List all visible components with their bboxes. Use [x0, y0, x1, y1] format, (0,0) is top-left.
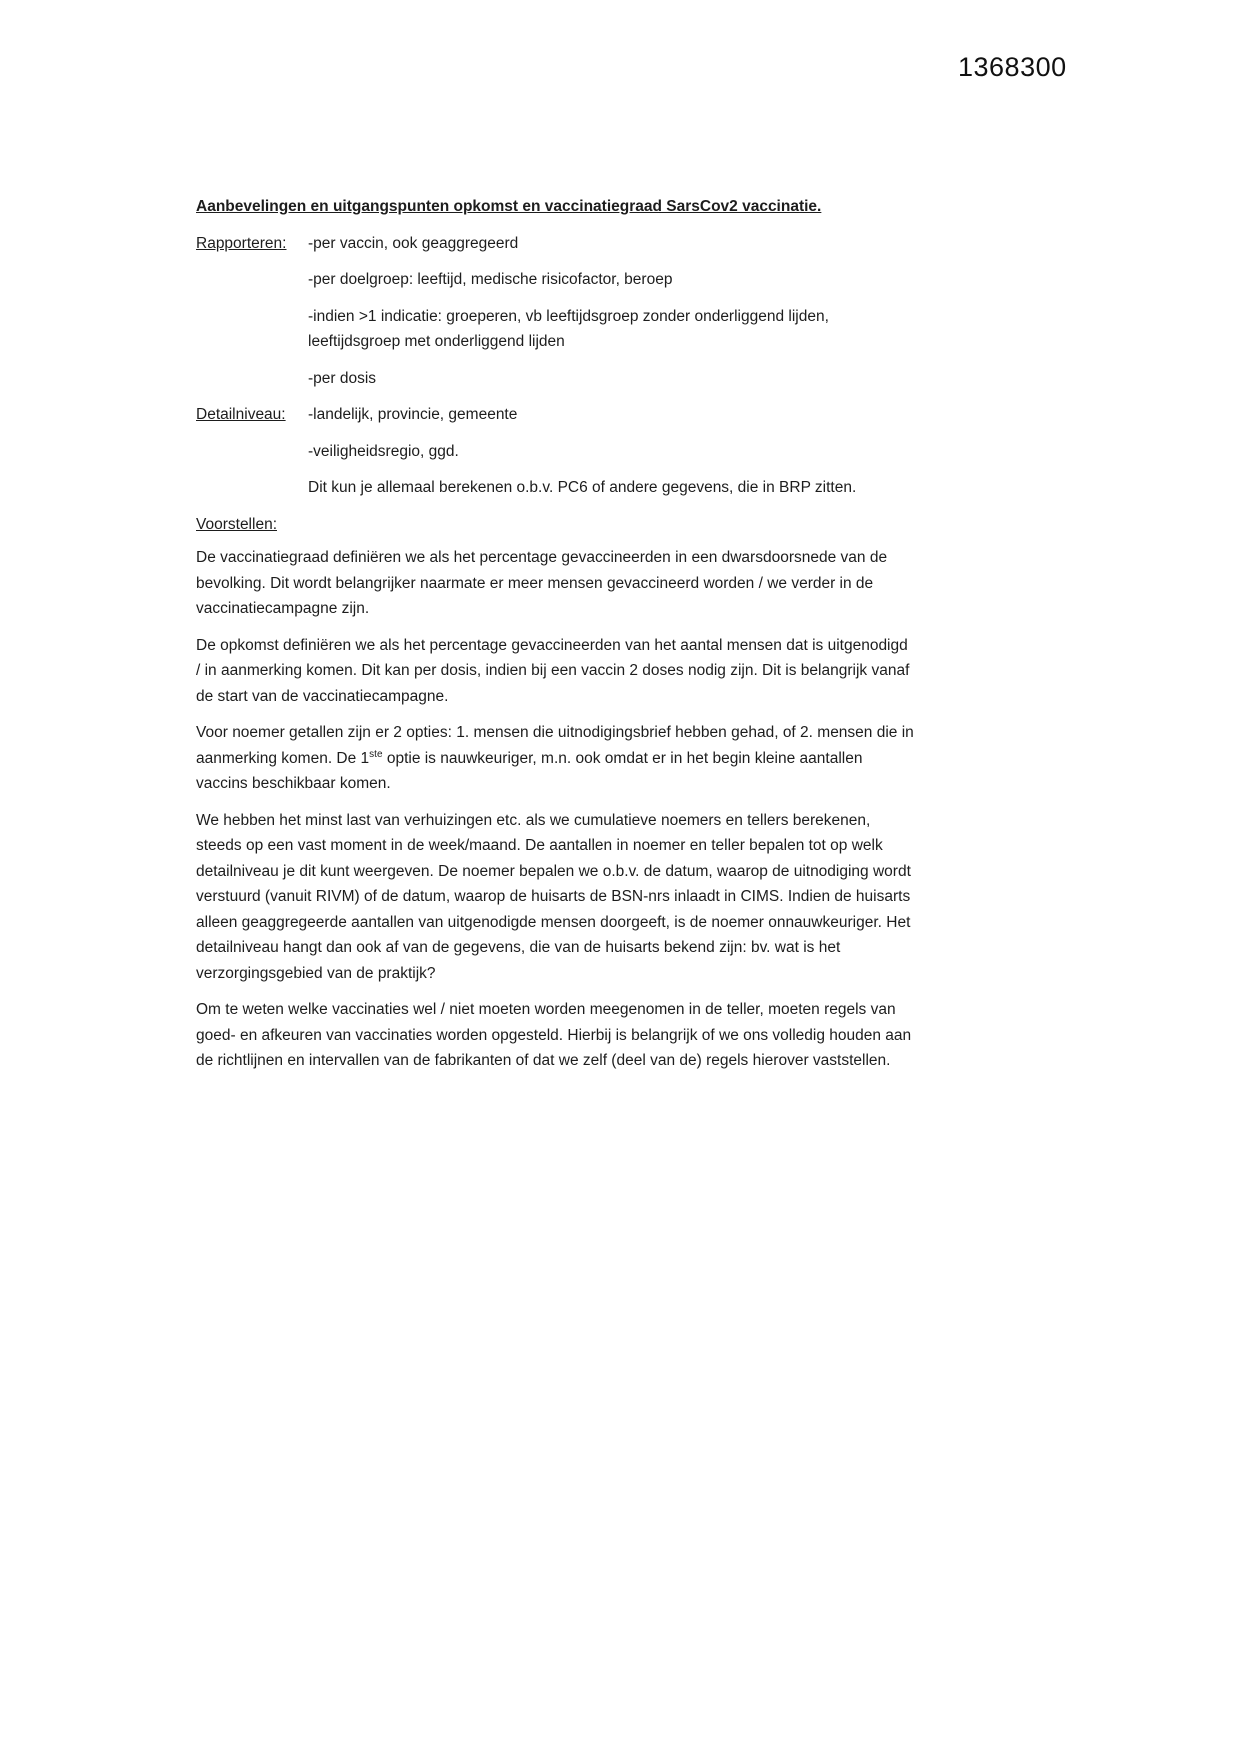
definition-item: -landelijk, provincie, gemeente	[308, 406, 518, 423]
definition-item: -per dosis	[308, 369, 377, 387]
definition-item: Dit kun je allemaal berekenen o.b.v. PC6 of andere gegevens, die in BRP zitten.	[308, 479, 857, 496]
definition-item: -veiligheidsregio, ggd.	[308, 442, 459, 460]
body-paragraphs	[196, 545, 916, 1074]
paragraph-noemer-part1: Voor noemer getallen zijn er 2 opties: 1. mensen die uitnodigingsbrief hebben gehad, of 2. mensen die in aanmerking komen. De 1	[196, 724, 914, 767]
document-number: 1368300	[958, 52, 1067, 82]
definition-row-detailniveau	[196, 402, 916, 512]
paragraph-vaccinatiegraad: De vaccinatiegraad definiëren we als het percentage gevaccineerden in een dwarsdoorsnede van de bevolking. Dit wordt belangrijker naarmate er meer mensen gevaccineerd worden / we verder in de vaccinatiecampagne zijn.	[196, 549, 888, 617]
definition-item: -indien >1 indicatie: groeperen, vb leeftijdsgroep zonder onderliggend lijden, leeftijdsgroep met onderliggend lijden	[308, 307, 829, 350]
definition-item: -per doelgroep: leeftijd, medische risicofactor, beroep	[308, 271, 673, 288]
ordinal-superscript: ste	[369, 748, 383, 760]
document-content	[196, 194, 916, 1085]
paragraph-noemer-part2: optie is nauwkeuriger, m.n. ook omdat er in het begin kleine aantallen vaccins beschikbaar komen.	[196, 749, 863, 792]
definition-label-detailniveau: Detailniveau:	[196, 406, 286, 423]
paragraph-opkomst: De opkomst definiëren we als het percentage gevaccineerden van het aantal mensen dat is uitgenodigd / in aanmerking komen. Dit kan per dosis, indien bij een vaccin 2 doses nodig zijn. Dit is belangrijk vanaf de start van de vaccinatiecampagne.	[196, 636, 910, 705]
definition-label-rapporteren: Rapporteren:	[196, 234, 287, 252]
paragraph-noemer-opties	[196, 720, 916, 797]
document-title: Aanbevelingen en uitgangspunten opkomst en vaccinatiegraad SarsCov2 vaccinatie.	[196, 198, 822, 215]
paragraph-verhuizingen: We hebben het minst last van verhuizingen etc. als we cumulatieve noemers en tellers berekenen, steeds op een vast moment in de week/maand. De aantallen in noemer en teller bepalen tot op welk detailniveau je dit kunt weergeven. De noemer bepalen we o.b.v. de datum, waarop de uitnodiging wordt verstuurd (vanuit RIVM) of de datum, waarop de huisarts de BSN-nrs inlaadt in CIMS. Indien de huisarts alleen geaggregeerde aantallen van uitgenodigde mensen doorgeeft, is de noemer onnauwkeuriger. Het detailniveau hangt dan ook af van de gegevens, die van de huisarts bekend zijn: bv. wat is het verzorgingsgebied van de praktijk?	[196, 811, 911, 982]
paragraph-teller-regels: Om te weten welke vaccinaties wel / niet moeten worden meegenomen in de teller, moeten regels van goed- en afkeuren van vaccinaties worden opgesteld. Hierbij is belangrijk of we ons volledig houden aan de richtlijnen en intervallen van de fabrikanten of dat we zelf (deel van de) regels hierover vaststellen.	[196, 1001, 912, 1069]
section-heading-voorstellen: Voorstellen:	[196, 515, 277, 533]
definition-item: -per vaccin, ook geaggregeerd	[308, 234, 519, 252]
definition-items-rapporteren	[308, 231, 916, 403]
definition-items-detailniveau	[308, 402, 916, 512]
definition-row-rapporteren	[196, 231, 916, 403]
